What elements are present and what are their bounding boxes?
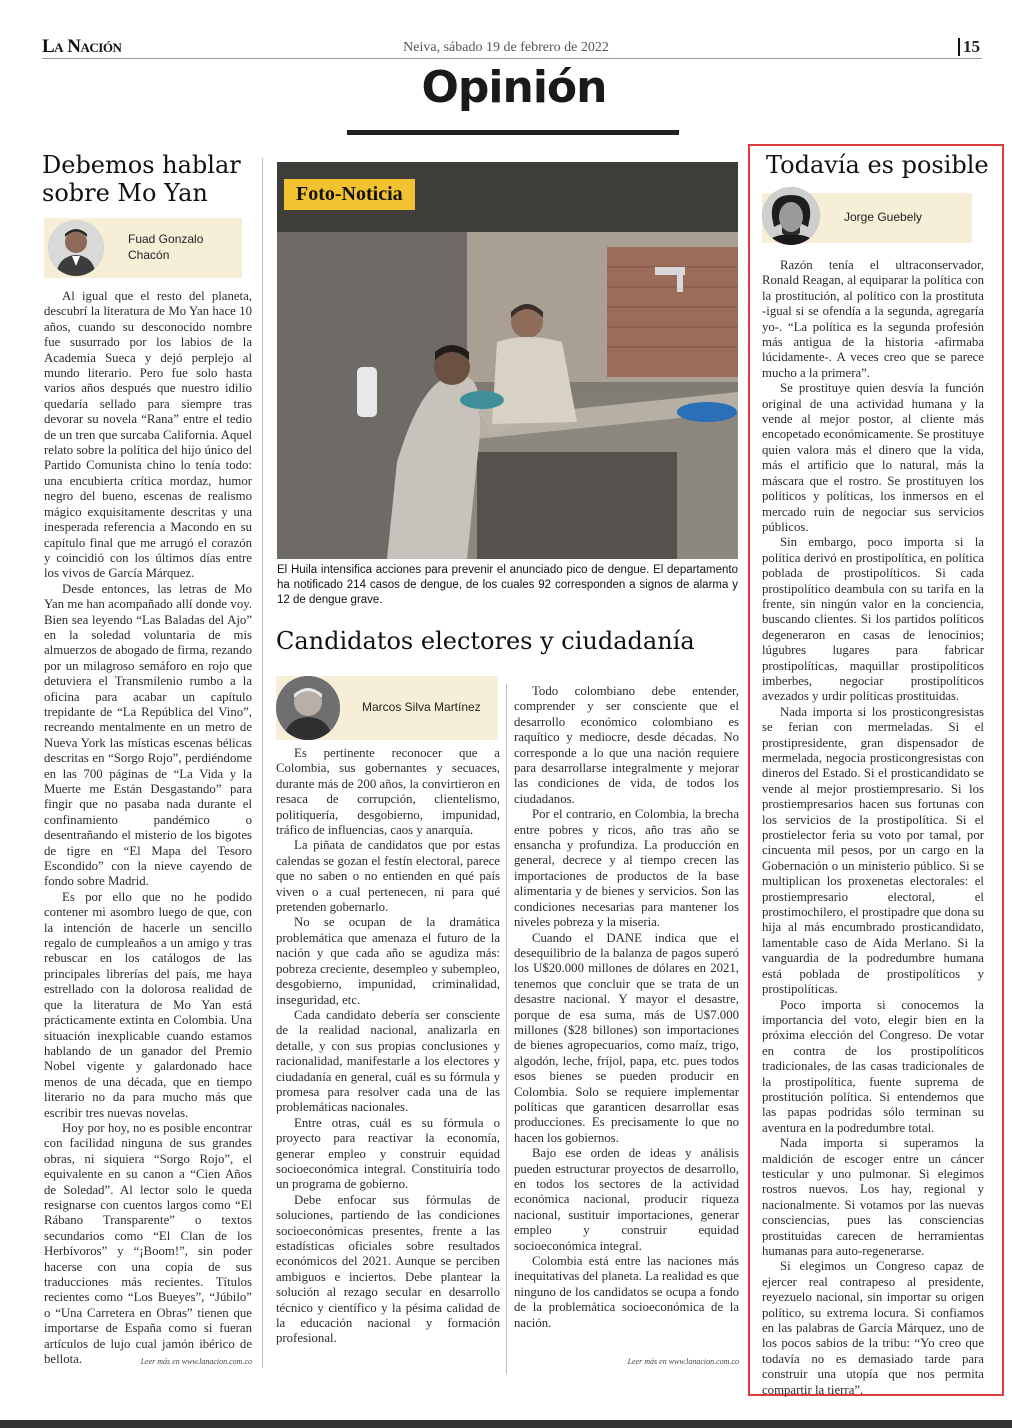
paragraph: Por el contrario, en Colombia, la brecha entre pobres y ricos, año tras año se ensancha y profundiza. La producción en general, decrece y al tiempo crecen las importaciones de productos de la base alimentaria y de bienes y servicios. Son las condiciones necesarias para mantener los niveles pobreza y la miseria.: [514, 807, 739, 930]
paragraph: Es pertinente reconocer que a Colombia, sus gobernantes y secuaces, durante más de 200 años, la convirtieron en resaca de corrupción, clientelismo, politiquería, desgobierno, impunidad, tráfico de influencias, caos y anarquía.: [276, 746, 500, 838]
author-byline: [762, 193, 972, 243]
paragraph: Cuando el DANE indica que el desequilibrio de la balanza de pagos superó los U$20.000 millones de dólares en 2021, tenemos que concluir que se trata de un desastre nacional. Y mayor el desastre, porque de esa suma, más de U$7.000 millones ($28 billones) son importaciones de bienes agropecuarios, como maíz, trigo, algodón, leche, fríjol, papa, etc. pues todos esos bienes se pueden producir en Colombia. Solo se requiere implementar políticas que garanticen desarrollar esas producciones. Es precisamente lo que no hacen los gobiernos.: [514, 930, 739, 1145]
section-title-rule: [347, 130, 679, 135]
author-byline: [276, 676, 498, 740]
masthead-rule: [42, 58, 982, 59]
photo-caption: El Huila intensifica acciones para prevenir el anunciado pico de dengue. El departamento ha notificado 214 casos de dengue, de los cuales 92 corresponden a signos de alarma y 12 de dengue grave.: [277, 564, 738, 606]
newspaper-logo: La Nación: [42, 36, 122, 57]
author-name: Marcos Silva Martínez: [362, 700, 481, 715]
paragraph: Se prostituye quien desvía la función original de una actividad humana y la vende al mejor postor, al cliente más encopetado económicamente. Se prostituye quien valora más el dinero que la vida, más el artificio que lo natural, más la máscara que el rostro. Se prostituyen los políticos y políticas, los inmersos en el mercado ruin de negociar sus servicios públicos.: [762, 381, 984, 534]
column-divider: [262, 158, 263, 1368]
column-divider: [506, 684, 507, 1374]
paragraph: Desde entonces, las letras de Mo Yan me han acompañado allí donde voy. Bien sea leyendo “Las Baladas del Ajo” en la soledad voluntaria de mis almuerzos de abogado de firma, rezando por un milagroso semáforo en rojo que detuviera el Transmilenio rumbo a la oficina para acabar un capítulo trepidante de “La República del Vino”, recreando mentalmente en un metro de Nueva York las místicas escenas bélicas descritas en “Sorgo Rojo”, perdiéndome en las 700 páginas de “La Vida y la Muerte me Están Desgastando” para fingir que no pasaba nada durante el confinamiento pandémico o desentrañando el misterio de los bigotes de tigre en “El Mapa del Tesoro Escondido” con la nieve cayendo de fondo sobre Madrid.: [44, 581, 252, 889]
paragraph: Poco importa si conocemos la importancia del voto, elegir bien en la próxima elección del Congreso. De votar en contra de los prostipolíticos tradicionales, de las casas tradicionales de la prostipolítica, fuente suprema de prostitución política. Si entendemos que las papas podridas sólo terminan su aventura en la podredumbre total.: [762, 997, 984, 1135]
read-more-link[interactable]: Leer más en www.lanacion.com.co: [140, 1357, 252, 1366]
photo-news-label: Foto-Noticia: [284, 179, 415, 210]
author-portrait-icon: [48, 220, 104, 276]
paragraph: La piñata de candidatos que por estas calendas se gozan el festín electoral, parece que no saben o no entienden en qué país viven o a cual pertenecen, ni para qué pretenden gobernarlo.: [276, 838, 500, 915]
article-body-col1: [276, 746, 500, 1347]
section-title: Opinión: [421, 62, 607, 113]
article-headline: Todavía es posible: [766, 151, 989, 179]
author-byline: [44, 218, 242, 278]
page-bottom-bar: [0, 1420, 1012, 1428]
article-headline: Debemos hablar sobre Mo Yan: [42, 151, 241, 207]
paragraph: Sin embargo, poco importa si la política derivó en prostipolítica, en política poblada de prostipolíticos. Si cada prostipolítico deambula con su tarifa en la frente, sin ningún valor en la conciencia, buscando clientes. Si los partidos políticos degeneraron en casas de lenocinios; lúgubres lugares para fabricar prostipolíticas, maquillar prostipolíticos imberbes, negociar prostipolíticos avezados y urdir políticas prostituidas.: [762, 535, 984, 704]
article-headline: Candidatos electores y ciudadanía: [276, 627, 695, 655]
paragraph: Debe enfocar sus fórmulas de soluciones, partiendo de las condiciones socioeconómicas presentes, frente a las estadísticas oficiales sobre resultados económicos del 2021. Aunque se perciben ambiguos e inciertos. Debe plantear la solución al rezago secular en desarrollo técnico y científico y la pésima calidad de la educación nacional y formación profesional.: [276, 1192, 500, 1346]
paragraph: Nada importa si superamos la maldición de escoger entre un cáncer testicular y uno pulmonar. Si elegimos rostros nuevos. Los hay, regional y nacionalmente. Si votamos por las nuevas consciencias, pues las consciencias prostituidas carecen de herramientas humanas para auto-regenerarse.: [762, 1136, 984, 1258]
article-body: [44, 289, 252, 1367]
author-name: Jorge Guebely: [844, 210, 923, 225]
paragraph: No se ocupan de la dramática problemática que amenaza el futuro de la nación y que cada año se agudiza más: pobreza creciente, desempleo y subempleo, desgobierno, impunidad, criminalidad, inseguridad, etc.: [276, 915, 500, 1007]
author-avatar: [48, 220, 104, 276]
author-avatar: [276, 676, 340, 740]
paragraph: Colombia está entre las naciones más inequitativas del planeta. La realidad es que ninguno de los candidatos se ocupa a fondo de la problemática socioeconómica de la nación.: [514, 1254, 739, 1330]
paragraph: Entre otras, cuál es su fórmula o proyecto para reactivar la economía, generar empleo y construir equidad socioeconómica integral. Constituiría todo un programa de gobierno.: [276, 1115, 500, 1192]
paragraph: Nada importa si los prosticongresistas se ferian con mermeladas. Si el prostipresidente, gran dispensador de mermelada, negocia prosticongresistas con dineros del Estado. Si el prosticandidato se vende al mejor prostiempresario. Si los prostiempresarios hacen sus fortunas con los servicios de la prostipolítica. Si el prostielector feria su voto por tamal, por cincuenta mil pesos, por un cargo en la Gobernación o un ministerio público. Si se multiplican los proxenetas electorales: el prostiempresario electoral, el prostimochilero, el prostipadre que dona su hija al más encumbrado prosticandidato, lamentable caso de Aida Merlano. Si la vanguardia de la podredumbre humana está poblada de prostipolíticos y prostipolíticas.: [762, 704, 984, 997]
edition-date: Neiva, sábado 19 de febrero de 2022: [403, 40, 609, 55]
author-portrait-icon: [762, 187, 820, 245]
article-body-col2: [514, 684, 739, 1331]
dengue-inspection-photo: [277, 162, 738, 559]
article-body: [762, 258, 984, 1398]
author-avatar: [762, 187, 820, 245]
article-left: [42, 152, 254, 207]
paragraph: Cada candidato debería ser consciente de la realidad nacional, analizarla en detalle, y con sus propias conclusiones y racionalidad, manifestarle a los electores y ciudadanía en general, cuál es su fórmula y promesa para resolver cada una de las problemáticas nacionales.: [276, 1007, 500, 1115]
author-name: Fuad Gonzalo Chacón: [128, 232, 204, 262]
paragraph: Hoy por hoy, no es posible encontrar con facilidad ninguna de sus grandes obras, ni siquiera “Sorgo Rojo”, el equivalente en su canon a “Cien Años de Soledad”. Al lector solo le queda resignarse con cuentos largos como “El Rábano Transparente” o textos secundarios como “El Clan de los Herbívoros” y “¡Boom!”, sin poder hacerse con una copia de sus traducciones más recientes. Títulos recientes como “Los Bueyes”, “Júbilo” o “Una Carretera en Obras” tienen que importarse de España como si fueran artículos de lujo cual jamón ibérico de bellota.: [44, 1120, 252, 1367]
page-number: 15: [958, 38, 980, 56]
paragraph: Es por ello que no he podido contener mi asombro luego de que, con la intención de hacerle un sencillo regalo de cumpleaños a un amigo y tras rebuscar en los catálogos de las principales librerías del país, me haya estrellado con la dolorosa realidad de que la literatura de Mo Yan está prácticamente extinta en Colombia. Una situación inexplicable cuando estamos hablando de un ganador del Premio Nobel vigente y galardonado hace menos de una década, que en tiempo literario no da para mucho más que escribir tres nuevas novelas.: [44, 889, 252, 1120]
paragraph: Al igual que el resto del planeta, descubrí la literatura de Mo Yan hace 10 años, cuando su desconocido nombre fue susurrado por los labios de la Academia Sueca y dejó perplejo al mundo literario. Pero fue solo hasta varios años después que nuestro idilio quedaría sellado para siempre tras devorar su novela “Rana” entre el tedio de un tren que surcaba California. Aquel relato sobre la política del hijo único del Partido Comunista chino lo tenía todo: una encubierta crítica mordaz, humor negro del bueno, escenas de realismo mágico exquisitamente descritas y una inesperada referencia a Macondo en su capítulo final que me arrugó el corazón y coincidió con los últimos días entre los vivos de García Márquez.: [44, 289, 252, 581]
author-portrait-icon: [276, 676, 340, 740]
paragraph: Razón tenía el ultraconservador, Ronald Reagan, al equiparar la política con la prostitución, al político con la prostituta -igual si se ofendía a la segunda, agregaría yo-. “La política es la segunda profesión más antigua de la historia -afirmaba lúcidamente-. A veces creo que se parece mucho a la primera”.: [762, 258, 984, 380]
paragraph: Si elegimos un Congreso capaz de ejercer real contrapeso al presidente, reyezuelo nacional, sin importar su origen político, su extrema locura. Si confiamos en las palabras de García Márquez, uno de los pocos sabios de la tribu: “Yo creo que todavía no es demasiado tarde para construir una utopía que nos permita compartir la tierra”.: [762, 1259, 984, 1397]
read-more-link[interactable]: Leer más en www.lanacion.com.co: [627, 1357, 739, 1366]
paragraph: Bajo ese orden de ideas y análisis pueden estructurar proyectos de desarrollo, en todos los sectores de la actividad económica nacional, producir riqueza nacional, sustituir importaciones, generar empleo y construir equidad socioeconómica integral.: [514, 1146, 739, 1253]
paragraph: Todo colombiano debe entender, comprender y ser consciente que el desarrollo económico colombiano es raquítico y mediocre, desde décadas. No corresponde a lo que una nación requiere para desarrollarse integralmente y mejorar las condiciones de vida, de todos los ciudadanos.: [514, 684, 739, 806]
news-photo: [277, 162, 738, 559]
